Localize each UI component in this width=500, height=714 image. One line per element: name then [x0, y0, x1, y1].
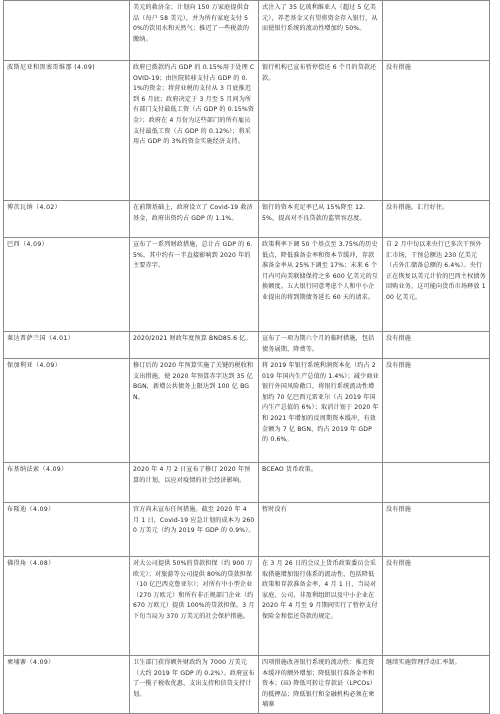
external-text: 没有措施 — [386, 560, 411, 567]
external-cell — [383, 359, 490, 463]
monetary-cell — [259, 503, 383, 557]
table-row — [4, 359, 490, 463]
table-row — [4, 463, 490, 503]
monetary-cell — [259, 656, 383, 714]
country-label: 柬埔寨（4.09） — [7, 659, 55, 666]
monetary-text: 四项措施改善银行系统的流动性：推迟资本缓冲的额外增加；降低银行准备金率和资本；(iii) 降低可转让存款证（LPCOs）的抵押品；降低银行和金融机构必须在柬埔寨 — [262, 659, 376, 709]
table-row — [4, 656, 490, 714]
monetary-text: BCEAO 货币政策。 — [262, 466, 318, 473]
country-label: 布基纳法索（4.09） — [7, 466, 68, 473]
external-text: 没有措施。汇行好住。 — [386, 204, 449, 211]
fiscal-cell — [130, 503, 259, 557]
fiscal-cell — [130, 359, 259, 463]
fiscal-cell — [130, 463, 259, 503]
monetary-cell — [259, 463, 383, 503]
external-cell — [383, 238, 490, 332]
country-cell — [4, 463, 130, 503]
external-text: 自 2 月中旬以来央行已多次干预外汇市场，干预总额达 230 亿美元（占外汇储备总额的 6.4%）。央行正在恢复以美元计价的巴西主权债务回购业务，这可能向货币市场释放 100 亿美元。 — [386, 241, 486, 301]
country-label: 博茨瓦纳（4.02） — [7, 204, 62, 211]
country-cell — [4, 332, 130, 359]
monetary-cell — [259, 238, 383, 332]
external-text: 没有措施 — [386, 335, 411, 342]
fiscal-text: 对大公司提供 50%的贷款担保（约 900 万欧元）；对旅游等公司提供 80%的贷款担保（10 亿巴西克鲁亚尔）；对所有中小型企业（270 万欧元）和所有非正规部门企业（约 670 万欧元）提供 100%的贷款担保。3 月下旬当局为 370 万美元的社会保护措施。 — [133, 560, 255, 620]
monetary-text: 银行机构已宣布暂停偿还 6 个月的贷款还款。 — [262, 64, 377, 82]
fiscal-cell — [130, 61, 259, 201]
monetary-text: 将 2019 年银行系统利润资本化（约占 2019 年国内生产总值的 1.4%）；减少商业银行外国风险敞口，将银行系统流动性增加约 70 亿巴西元雷亚尔（占 2019 年国内生产总值的 6%）；取消计划于 2020 年和 2021 年增加的反周期资本缓冲，有效金额为 7 亿 BGN，约占 2019 年 GDP 的 0.6%。 — [262, 362, 379, 444]
country-label: 波斯尼亚和黑塞哥维那 (4.09) — [7, 64, 95, 71]
fiscal-text: 官方尚未宣布任何措施。截至 2020 年 4 月 1 日，Covid-19 应急计划的成本为 2600 万美元（约为 2019 年 GDP 的 0.9%）。 — [133, 506, 255, 535]
monetary-cell — [259, 557, 383, 656]
table-row — [4, 557, 490, 656]
country-cell — [4, 1, 130, 61]
country-cell — [4, 557, 130, 656]
country-label: 莱达普萨兰国（4.01） — [7, 335, 75, 342]
table-row — [4, 238, 490, 332]
table-row — [4, 503, 490, 557]
monetary-cell — [259, 1, 383, 61]
monetary-cell — [259, 61, 383, 201]
country-label: 佛得角（4.08） — [7, 560, 55, 567]
country-cell — [4, 359, 130, 463]
external-text: 没有措施 — [386, 64, 411, 71]
fiscal-text: 2020 年 4 月 2 日宣布了修订 2020 年预算的计划，以应对疫情的社会经济影响。 — [133, 466, 251, 484]
fiscal-text: 修订后的 2020 年预算实施了关键的税收和支出措施，使 2020 年预算赤字达到 35 亿 BGN，新增公共债务上限达到 100 亿 BGN。 — [133, 362, 254, 401]
monetary-text: 在 3 月 26 日的会议上货币政策委员会采取措施增加银行体系的流动性，包括降低政策和存款准备金率，4 月 1 日，当局对家庭、公司、非盈利组织以及中小企业在 2020 年 4 月至 9 月期间实行了暂停支付保险金和偿还贷款的规定。 — [262, 560, 378, 620]
fiscal-cell — [130, 201, 259, 238]
policy-table — [3, 0, 490, 714]
monetary-text: 政策利率下调 50 个基点至 3.75%的历史低点，降低准备金率和资本节缓冲，存款准备金率从 25%下调至 17%；未来 6 个月内可向美联储保持之多 600 亿美元的互换额度。五大银行同意考虑个人和中小企业提出的将到期债务延长 60 天的请求。 — [262, 241, 379, 301]
external-cell — [383, 1, 490, 61]
external-cell — [383, 463, 490, 503]
external-cell — [383, 61, 490, 201]
country-label: 保加利亚（4.09） — [7, 362, 62, 369]
external-cell — [383, 557, 490, 656]
fiscal-text: 宣布了一系列财政措施，总计占 GDP 的 6.5%，其中约有一半直接影响到 2020 年的主要赤字。 — [133, 241, 253, 270]
country-cell — [4, 238, 130, 332]
monetary-text: 暂时没有 — [262, 506, 287, 513]
fiscal-text: 卫生部门获得额外财政约为 7000 万美元（大约 2019 年 GDP 的 0.2%）。政府宣布了一揽子税收优惠、支出支持和信贷支持计划。 — [133, 659, 255, 698]
country-cell — [4, 656, 130, 714]
fiscal-cell — [130, 1, 259, 61]
table-row — [4, 332, 490, 359]
country-cell — [4, 503, 130, 557]
fiscal-text: 美元的救济金；计划向 150 万家庭提供食品（每户 58 美元），并为所有家庭支付 50%的饮用水和天然气；推迟了一些税款的缴纳。 — [133, 4, 250, 43]
fiscal-text: 2020/2021 财政年度预算 BND85.6 亿。 — [133, 335, 252, 342]
monetary-text: 银行的资本充足率已从 15%降至 12.5%，提高对不良贷款的监管容忍度。 — [262, 204, 366, 222]
monetary-text: 式注入了 35 亿玻利维亚人（超过 5 亿美元），养老基金又有望将资金存入银行，从而使银行系统的流动性增加约 50%。 — [262, 4, 378, 33]
country-cell — [4, 201, 130, 238]
external-cell — [383, 332, 490, 359]
fiscal-cell — [130, 238, 259, 332]
fiscal-text: 政府已拨款约占 GDP 的 0.15%用于处理 COVID-19；由医院转移支付占 GDP 的 0.1%的资金；将营业税的支付从 3 月底推迟到 6 月底；政府决定于 3 月至 5 月间为所有部门支付最低工资（占 GDP 的 0.15%资金）；政府在 4 月份为这些部门的所有雇员支付最低工资（占 GDP 的 0.12%）；将采用占 GDP 的 3%的资金实施经济支持。 — [133, 64, 255, 146]
external-text: 继续实施管理浮动汇率制。 — [386, 659, 461, 666]
fiscal-cell — [130, 557, 259, 656]
external-text: 没有措施 — [386, 362, 411, 369]
fiscal-cell — [130, 332, 259, 359]
table-row — [4, 201, 490, 238]
monetary-cell — [259, 359, 383, 463]
monetary-text: 宣布了一项为期六个月的临时措施，包括债务展期、降费等。 — [262, 335, 375, 353]
table-row — [4, 61, 490, 201]
fiscal-cell — [130, 656, 259, 714]
external-text: 没有措施 — [386, 506, 411, 513]
external-cell — [383, 503, 490, 557]
monetary-cell — [259, 332, 383, 359]
country-label: 布隆迪（4.09） — [7, 506, 55, 513]
monetary-cell — [259, 201, 383, 238]
country-label: 巴西（4.09） — [7, 241, 49, 248]
fiscal-text: 在前期基础上，政府设立了 Covid-19 救济基金，政府出资约占 GDP 的 1.1%。 — [133, 204, 253, 222]
external-cell — [383, 201, 490, 238]
country-cell — [4, 61, 130, 201]
external-cell — [383, 656, 490, 714]
table-row — [4, 1, 490, 61]
